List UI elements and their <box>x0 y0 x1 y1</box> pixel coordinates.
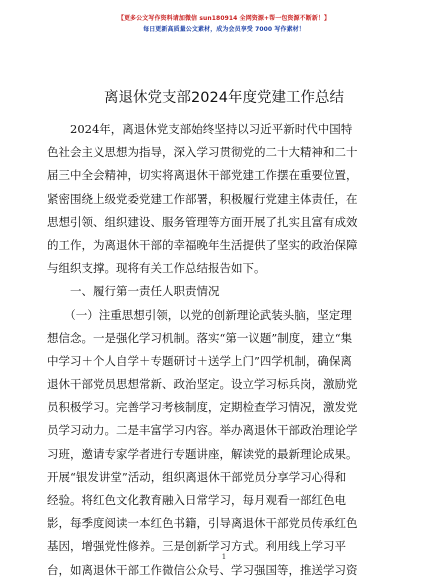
promo-banner-line-2: 每日更新高质量公文素材，成为会员享受 7000 写作素材！ <box>143 26 305 33</box>
body-line: 思想引领、组织建设、服务管理等方面开展了扎实且富有成效 <box>47 214 358 229</box>
body-line: 台，如离退休干部工作微信公众号、学习强国等，推送学习资 <box>47 562 358 577</box>
body-line: 色社会主义思想为指导，深入学习贯彻党的二十大精神和二十 <box>47 145 358 160</box>
body-line: 紧密围绕上级党委党建工作部署，积极履行党建主体责任，在 <box>47 191 358 206</box>
body-line: 2024年，离退休党支部始终坚持以习近平新时代中国特 <box>47 122 353 136</box>
section-heading: 一、履行第一责任人职责情况 <box>47 284 220 299</box>
body-line: 想信念。一是强化学习机制。落实“第一议题”制度，建立“集 <box>47 330 353 345</box>
body-line: 的工作，为离退休干部的幸福晚年生活提供了坚实的政治保障 <box>47 237 358 252</box>
body-line: 退休干部党员思想常新、政治坚定。设立学习标兵岗，激励党 <box>47 377 358 392</box>
body-line: 基因，增强党性修养。三是创新学习方式。利用线上学习平 <box>47 539 346 554</box>
document-body <box>47 118 387 582</box>
body-line: 习班，邀请专家学者进行专题讲座，解读党的最新理论成果。 <box>47 446 358 461</box>
body-line: 开展“银发讲堂”活动，组织离退休干部党员分享学习心得和 <box>47 469 347 484</box>
body-line: （一）注重思想引领，以党的创新理论武装头脑，坚定理 <box>47 307 352 322</box>
body-line: 经验。将红色文化教育融入日常学习，每月观看一部红色电 <box>47 493 346 507</box>
page-number: 1 <box>221 553 227 561</box>
promo-banner-line-1: 【更多公文写作资料请加微信 sun180914 全网资源+帮一包资源不断新！】 <box>117 15 331 22</box>
body-line: 届三中全会精神，切实将离退休干部党建工作摆在重要位置， <box>47 168 358 183</box>
body-line: 影，每季度阅读一本红色书籍，引导离退休干部党员传承红色 <box>47 516 358 531</box>
body-line: 员学习动力。二是丰富学习内容。举办离退休干部政治理论学 <box>47 423 358 438</box>
body-line: 中学习＋个人自学＋专题研讨＋送学上门”四学机制，确保离 <box>47 353 352 368</box>
document-title: 离退休党支部2024年度党建工作总结 <box>104 90 344 106</box>
body-line: 员积极学习。完善学习考核制度，定期检查学习情况，激发党 <box>47 400 358 415</box>
body-line: 与组织支撑。现将有关工作总结报告如下。 <box>47 261 266 276</box>
